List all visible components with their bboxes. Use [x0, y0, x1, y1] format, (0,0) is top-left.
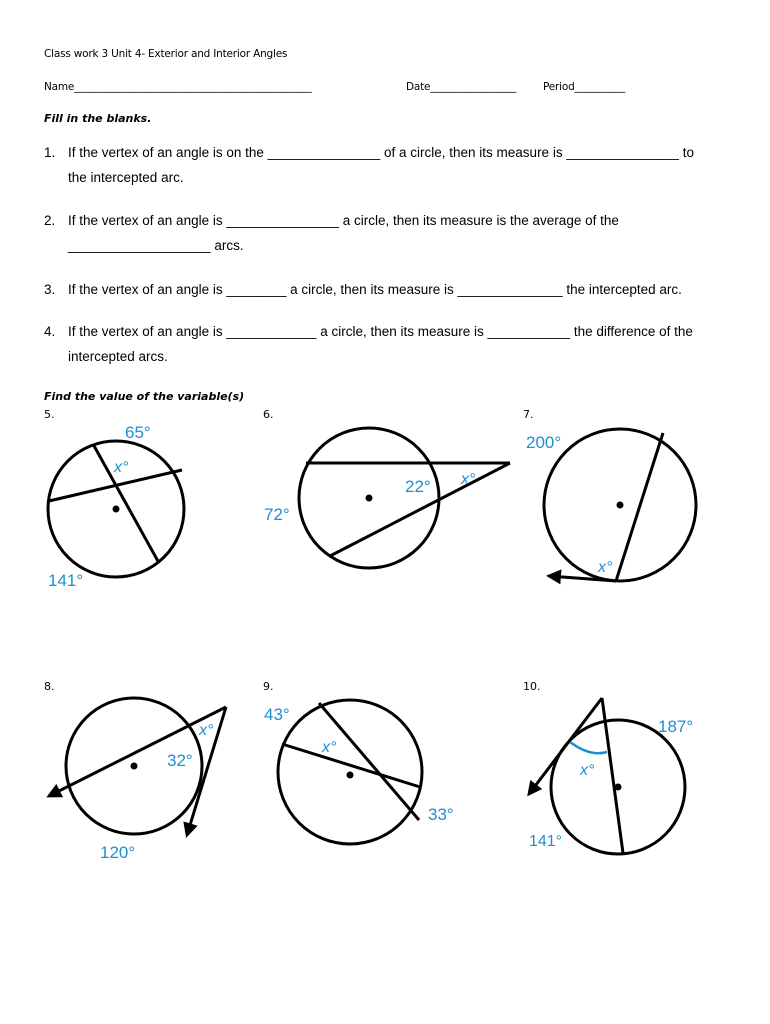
question-1-line2: the intercepted arc.: [68, 170, 184, 185]
problem-7-number: 7.: [523, 408, 534, 421]
figure-7: [526, 429, 696, 581]
figure-7-center: [617, 502, 624, 509]
figure-5-center: [113, 506, 120, 513]
period-field[interactable]: Period__________: [543, 81, 626, 93]
figure-10-label-arc-right: 187°: [658, 717, 694, 736]
figure-5-label-arc-top: 65°: [125, 423, 151, 442]
figure-9-label-arc-top: 43°: [264, 705, 290, 724]
question-4-number: 4.: [44, 324, 56, 339]
problem-5-number: 5.: [44, 408, 55, 421]
problem-6-number: 6.: [263, 408, 274, 421]
figure-6-label-arc-near: 22°: [405, 477, 431, 496]
figure-6-label-x: x°: [461, 471, 476, 488]
figure-9-chord-a: [282, 744, 420, 787]
question-2-line2: ___________________ arcs.: [68, 238, 244, 253]
figure-6: [264, 428, 510, 568]
worksheet-title: Class work 3 Unit 4- Exterior and Interior Angles: [44, 48, 288, 60]
problem-10-number: 10.: [523, 680, 541, 693]
problem-8-number: 8.: [44, 680, 55, 693]
figure-9-center: [347, 772, 354, 779]
question-3-line1: If the vertex of an angle is ________ a circle, then its measure is ______________ the intercepted arc.: [68, 282, 682, 297]
find-variable-heading: Find the value of the variable(s): [44, 390, 245, 403]
figure-8-label-arc-far: 120°: [100, 843, 136, 862]
figure-6-center: [366, 495, 373, 502]
figure-8-label-arc-near: 32°: [167, 751, 193, 770]
figure-5-label-arc-bottom: 141°: [48, 571, 84, 590]
question-2-line1: If the vertex of an angle is _______________ a circle, then its measure is the average of the: [68, 213, 619, 228]
question-1-number: 1.: [44, 145, 56, 160]
figure-8-label-x: x°: [199, 722, 214, 739]
figure-10-label-x: x°: [580, 762, 595, 779]
figure-9-label-x: x°: [322, 739, 337, 756]
question-4-line2: intercepted arcs.: [68, 349, 168, 364]
fill-blanks-heading: Fill in the blanks.: [44, 112, 152, 125]
figure-8: [49, 698, 226, 862]
figure-5: [48, 423, 184, 590]
question-1-line1: If the vertex of an angle is on the _______________ of a circle, then its measure is _______________ to: [68, 145, 694, 160]
figure-5-label-x: x°: [114, 459, 129, 476]
question-2-number: 2.: [44, 213, 56, 228]
figure-10-tangent: [529, 698, 602, 794]
problem-9-number: 9.: [263, 680, 274, 693]
figure-6-label-arc-far: 72°: [264, 505, 290, 524]
figure-10-angle-arc: [570, 742, 607, 753]
question-3-number: 3.: [44, 282, 56, 297]
figure-8-center: [131, 763, 138, 770]
figure-10: [529, 698, 693, 854]
figure-10-label-arc-left: 141°: [529, 833, 563, 850]
figure-7-label-arc: 200°: [526, 433, 562, 452]
date-field[interactable]: Date_________________: [406, 81, 517, 93]
name-field[interactable]: Name_______________________________________________: [44, 81, 312, 93]
figure-10-center: [615, 784, 622, 791]
figure-7-chord: [616, 433, 663, 581]
question-4-line1: If the vertex of an angle is ____________ a circle, then its measure is ___________ the difference of the: [68, 324, 693, 339]
figure-9: [264, 700, 454, 844]
figure-9-label-arc-bottom: 33°: [428, 805, 454, 824]
figure-7-label-x: x°: [598, 559, 613, 576]
